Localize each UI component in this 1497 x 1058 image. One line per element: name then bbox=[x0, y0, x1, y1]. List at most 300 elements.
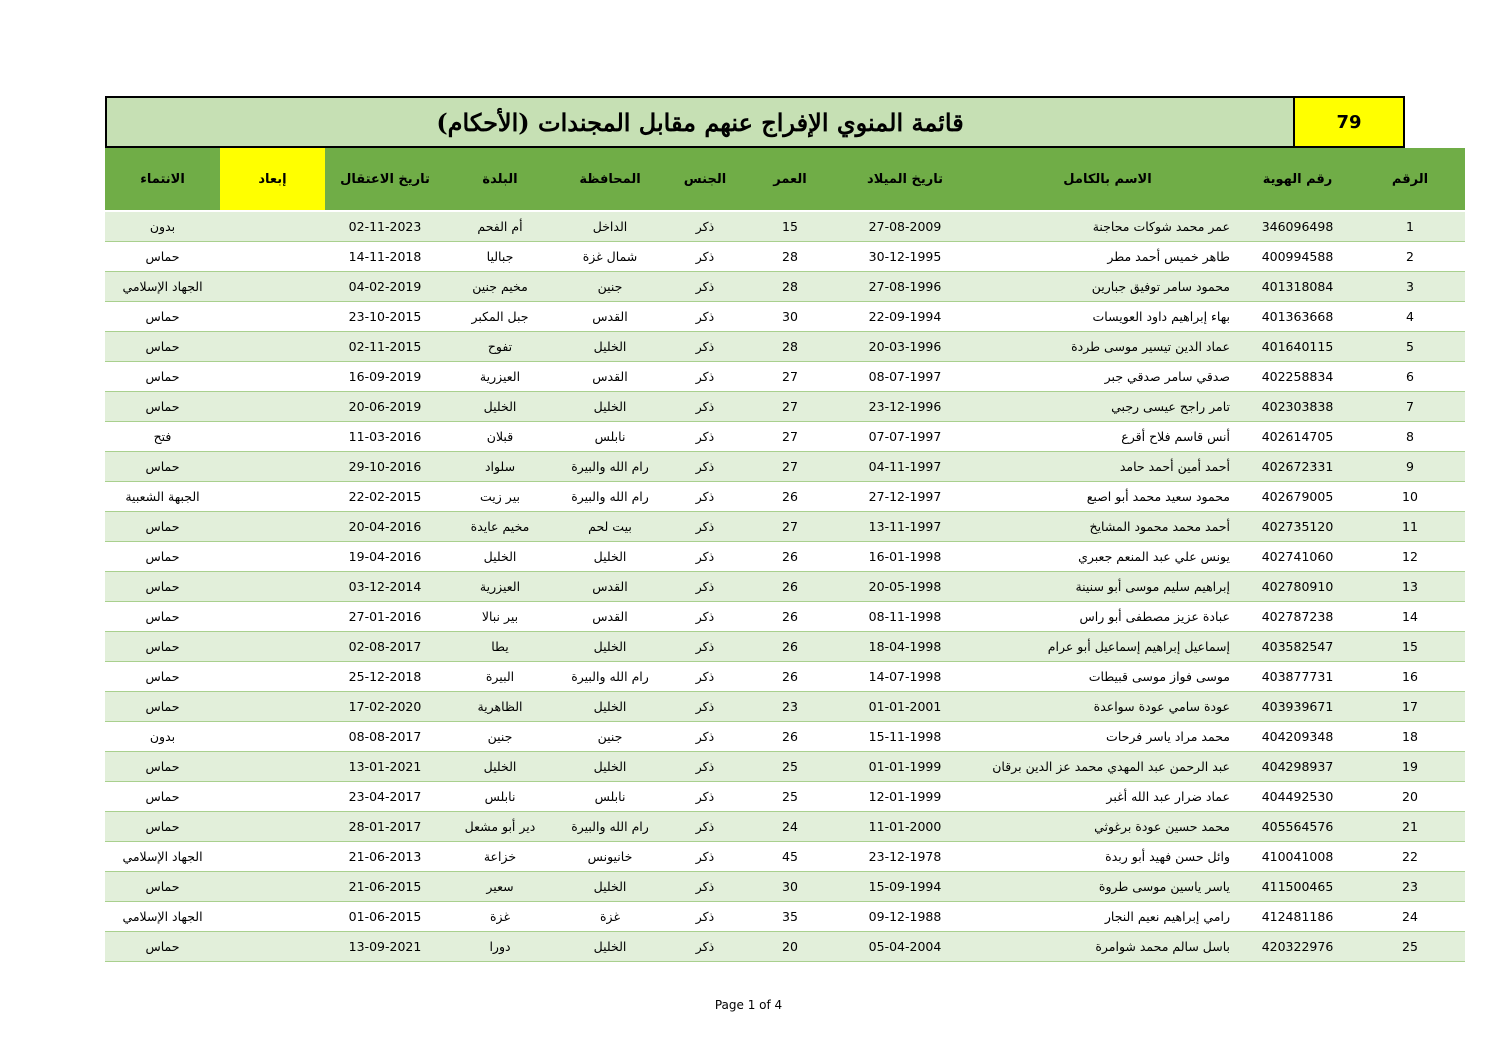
cell-dob: 22-09-1994 bbox=[835, 302, 975, 332]
cell-deport bbox=[220, 272, 325, 302]
cell-town: جبل المكبر bbox=[445, 302, 555, 332]
cell-age: 26 bbox=[745, 572, 835, 602]
table-row bbox=[105, 542, 1465, 572]
cell-affiliation: حماس bbox=[105, 662, 220, 692]
header-num: الرقم bbox=[1355, 148, 1465, 211]
cell-deport bbox=[220, 722, 325, 752]
cell-affiliation: فتح bbox=[105, 422, 220, 452]
cell-affiliation: حماس bbox=[105, 512, 220, 542]
cell-id: 400994588 bbox=[1240, 242, 1355, 272]
table-row bbox=[105, 572, 1465, 602]
cell-dob: 05-04-2004 bbox=[835, 932, 975, 962]
table-row bbox=[105, 692, 1465, 722]
cell-town: الخليل bbox=[445, 542, 555, 572]
cell-name: أحمد محمد محمود المشايخ bbox=[975, 512, 1240, 542]
cell-town: جباليا bbox=[445, 242, 555, 272]
cell-num: 9 bbox=[1355, 452, 1465, 482]
cell-dob: 27-08-1996 bbox=[835, 272, 975, 302]
cell-age: 26 bbox=[745, 542, 835, 572]
cell-id: 402741060 bbox=[1240, 542, 1355, 572]
cell-town: سلواد bbox=[445, 452, 555, 482]
cell-town: نابلس bbox=[445, 782, 555, 812]
cell-governorate: رام الله والبيرة bbox=[555, 482, 665, 512]
cell-governorate: القدس bbox=[555, 572, 665, 602]
cell-arrest-date: 28-01-2017 bbox=[325, 812, 445, 842]
cell-arrest-date: 02-11-2023 bbox=[325, 211, 445, 242]
cell-num: 22 bbox=[1355, 842, 1465, 872]
table-row bbox=[105, 722, 1465, 752]
cell-id: 402679005 bbox=[1240, 482, 1355, 512]
cell-num: 23 bbox=[1355, 872, 1465, 902]
cell-arrest-date: 17-02-2020 bbox=[325, 692, 445, 722]
cell-age: 28 bbox=[745, 272, 835, 302]
table-row bbox=[105, 812, 1465, 842]
cell-governorate: القدس bbox=[555, 602, 665, 632]
cell-name: وائل حسن فهيد أبو ربدة bbox=[975, 842, 1240, 872]
cell-dob: 23-12-1978 bbox=[835, 842, 975, 872]
cell-deport bbox=[220, 572, 325, 602]
cell-town: سعير bbox=[445, 872, 555, 902]
cell-age: 26 bbox=[745, 662, 835, 692]
cell-num: 24 bbox=[1355, 902, 1465, 932]
cell-deport bbox=[220, 211, 325, 242]
cell-age: 30 bbox=[745, 872, 835, 902]
cell-arrest-date: 08-08-2017 bbox=[325, 722, 445, 752]
cell-name: إبراهيم سليم موسى أبو سنينة bbox=[975, 572, 1240, 602]
table-row bbox=[105, 632, 1465, 662]
cell-id: 403582547 bbox=[1240, 632, 1355, 662]
cell-num: 15 bbox=[1355, 632, 1465, 662]
cell-affiliation: حماس bbox=[105, 812, 220, 842]
cell-arrest-date: 22-02-2015 bbox=[325, 482, 445, 512]
table-row bbox=[105, 872, 1465, 902]
cell-arrest-date: 13-01-2021 bbox=[325, 752, 445, 782]
cell-town: تفوح bbox=[445, 332, 555, 362]
cell-num: 12 bbox=[1355, 542, 1465, 572]
cell-affiliation: حماس bbox=[105, 302, 220, 332]
table-row bbox=[105, 932, 1465, 962]
cell-num: 18 bbox=[1355, 722, 1465, 752]
cell-gender: ذكر bbox=[665, 542, 745, 572]
cell-age: 27 bbox=[745, 362, 835, 392]
cell-affiliation: بدون bbox=[105, 211, 220, 242]
cell-deport bbox=[220, 422, 325, 452]
cell-gender: ذكر bbox=[665, 211, 745, 242]
cell-town: البيرة bbox=[445, 662, 555, 692]
header-affiliation: الانتماء bbox=[105, 148, 220, 211]
cell-age: 26 bbox=[745, 722, 835, 752]
cell-num: 4 bbox=[1355, 302, 1465, 332]
cell-arrest-date: 21-06-2013 bbox=[325, 842, 445, 872]
cell-id: 403939671 bbox=[1240, 692, 1355, 722]
cell-age: 15 bbox=[745, 211, 835, 242]
cell-arrest-date: 02-08-2017 bbox=[325, 632, 445, 662]
cell-name: يونس علي عبد المنعم جعبري bbox=[975, 542, 1240, 572]
cell-affiliation: حماس bbox=[105, 362, 220, 392]
cell-name: بهاء إبراهيم داود العويسات bbox=[975, 302, 1240, 332]
cell-dob: 14-07-1998 bbox=[835, 662, 975, 692]
cell-gender: ذكر bbox=[665, 932, 745, 962]
cell-gender: ذكر bbox=[665, 752, 745, 782]
cell-deport bbox=[220, 932, 325, 962]
cell-governorate: غزة bbox=[555, 902, 665, 932]
cell-dob: 07-07-1997 bbox=[835, 422, 975, 452]
cell-deport bbox=[220, 782, 325, 812]
cell-gender: ذكر bbox=[665, 902, 745, 932]
table-row bbox=[105, 602, 1465, 632]
cell-num: 20 bbox=[1355, 782, 1465, 812]
cell-name: صدقي سامر صدقي جبر bbox=[975, 362, 1240, 392]
cell-arrest-date: 11-03-2016 bbox=[325, 422, 445, 452]
header-town: البلدة bbox=[445, 148, 555, 211]
cell-id: 412481186 bbox=[1240, 902, 1355, 932]
cell-affiliation: حماس bbox=[105, 692, 220, 722]
cell-affiliation: حماس bbox=[105, 572, 220, 602]
cell-gender: ذكر bbox=[665, 512, 745, 542]
cell-age: 27 bbox=[745, 392, 835, 422]
cell-arrest-date: 19-04-2016 bbox=[325, 542, 445, 572]
cell-dob: 12-01-1999 bbox=[835, 782, 975, 812]
cell-dob: 27-12-1997 bbox=[835, 482, 975, 512]
cell-town: بير نبالا bbox=[445, 602, 555, 632]
cell-age: 35 bbox=[745, 902, 835, 932]
cell-id: 404209348 bbox=[1240, 722, 1355, 752]
cell-governorate: الخليل bbox=[555, 392, 665, 422]
cell-age: 20 bbox=[745, 932, 835, 962]
table-row bbox=[105, 452, 1465, 482]
cell-num: 16 bbox=[1355, 662, 1465, 692]
cell-name: محمد مراد ياسر فرحات bbox=[975, 722, 1240, 752]
cell-arrest-date: 13-09-2021 bbox=[325, 932, 445, 962]
cell-gender: ذكر bbox=[665, 572, 745, 602]
cell-deport bbox=[220, 662, 325, 692]
cell-arrest-date: 23-10-2015 bbox=[325, 302, 445, 332]
cell-num: 13 bbox=[1355, 572, 1465, 602]
cell-arrest-date: 14-11-2018 bbox=[325, 242, 445, 272]
table-row bbox=[105, 782, 1465, 812]
cell-id: 402735120 bbox=[1240, 512, 1355, 542]
cell-name: عودة سامي عودة سواعدة bbox=[975, 692, 1240, 722]
cell-governorate: القدس bbox=[555, 362, 665, 392]
table-row bbox=[105, 242, 1465, 272]
cell-deport bbox=[220, 692, 325, 722]
table-header-row bbox=[105, 148, 1465, 211]
cell-deport bbox=[220, 392, 325, 422]
cell-age: 24 bbox=[745, 812, 835, 842]
table-row bbox=[105, 752, 1465, 782]
cell-gender: ذكر bbox=[665, 722, 745, 752]
cell-dob: 30-12-1995 bbox=[835, 242, 975, 272]
cell-governorate: جنين bbox=[555, 722, 665, 752]
cell-town: مخيم عايدة bbox=[445, 512, 555, 542]
cell-town: قبلان bbox=[445, 422, 555, 452]
cell-affiliation: حماس bbox=[105, 392, 220, 422]
cell-id: 403877731 bbox=[1240, 662, 1355, 692]
cell-town: بير زيت bbox=[445, 482, 555, 512]
cell-num: 17 bbox=[1355, 692, 1465, 722]
cell-id: 420322976 bbox=[1240, 932, 1355, 962]
cell-town: دير أبو مشعل bbox=[445, 812, 555, 842]
cell-gender: ذكر bbox=[665, 872, 745, 902]
cell-gender: ذكر bbox=[665, 362, 745, 392]
table-row bbox=[105, 482, 1465, 512]
cell-dob: 23-12-1996 bbox=[835, 392, 975, 422]
cell-age: 27 bbox=[745, 422, 835, 452]
cell-deport bbox=[220, 332, 325, 362]
table-row bbox=[105, 842, 1465, 872]
cell-num: 6 bbox=[1355, 362, 1465, 392]
cell-name: طاهر خميس أحمد مطر bbox=[975, 242, 1240, 272]
cell-name: محمود سامر توفيق جبارين bbox=[975, 272, 1240, 302]
header-id: رقم الهوية bbox=[1240, 148, 1355, 211]
cell-id: 410041008 bbox=[1240, 842, 1355, 872]
cell-gender: ذكر bbox=[665, 692, 745, 722]
cell-deport bbox=[220, 602, 325, 632]
cell-dob: 08-07-1997 bbox=[835, 362, 975, 392]
cell-affiliation: الجبهة الشعبية bbox=[105, 482, 220, 512]
cell-dob: 20-03-1996 bbox=[835, 332, 975, 362]
cell-governorate: القدس bbox=[555, 302, 665, 332]
cell-governorate: رام الله والبيرة bbox=[555, 812, 665, 842]
cell-town: جنين bbox=[445, 722, 555, 752]
cell-dob: 18-04-1998 bbox=[835, 632, 975, 662]
cell-name: عبادة عزيز مصطفى أبو راس bbox=[975, 602, 1240, 632]
cell-town: الخليل bbox=[445, 392, 555, 422]
table-body bbox=[105, 211, 1465, 962]
cell-deport bbox=[220, 512, 325, 542]
cell-governorate: رام الله والبيرة bbox=[555, 452, 665, 482]
cell-governorate: الخليل bbox=[555, 542, 665, 572]
cell-name: عماد ضرار عبد الله أغبر bbox=[975, 782, 1240, 812]
cell-deport bbox=[220, 872, 325, 902]
cell-town: خزاعة bbox=[445, 842, 555, 872]
title-row bbox=[105, 96, 1405, 148]
cell-num: 1 bbox=[1355, 211, 1465, 242]
cell-governorate: نابلس bbox=[555, 782, 665, 812]
release-list-sheet bbox=[105, 96, 1429, 962]
cell-age: 26 bbox=[745, 632, 835, 662]
cell-name: أنس قاسم فلاح أقرع bbox=[975, 422, 1240, 452]
cell-town: الخليل bbox=[445, 752, 555, 782]
header-governorate: المحافظة bbox=[555, 148, 665, 211]
cell-governorate: نابلس bbox=[555, 422, 665, 452]
cell-name: موسى فواز موسى قبيطات bbox=[975, 662, 1240, 692]
cell-age: 28 bbox=[745, 332, 835, 362]
cell-town: يطا bbox=[445, 632, 555, 662]
cell-town: دورا bbox=[445, 932, 555, 962]
cell-dob: 11-01-2000 bbox=[835, 812, 975, 842]
cell-affiliation: بدون bbox=[105, 722, 220, 752]
cell-gender: ذكر bbox=[665, 332, 745, 362]
cell-dob: 01-01-1999 bbox=[835, 752, 975, 782]
cell-gender: ذكر bbox=[665, 812, 745, 842]
cell-gender: ذكر bbox=[665, 782, 745, 812]
cell-gender: ذكر bbox=[665, 422, 745, 452]
cell-name: محمود سعيد محمد أبو اصبع bbox=[975, 482, 1240, 512]
header-arrest-date: تاريخ الاعتقال bbox=[325, 148, 445, 211]
cell-num: 5 bbox=[1355, 332, 1465, 362]
table-row bbox=[105, 512, 1465, 542]
cell-governorate: جنين bbox=[555, 272, 665, 302]
prisoners-table bbox=[105, 148, 1465, 962]
cell-governorate: رام الله والبيرة bbox=[555, 662, 665, 692]
cell-arrest-date: 21-06-2015 bbox=[325, 872, 445, 902]
cell-id: 404298937 bbox=[1240, 752, 1355, 782]
header-dob: تاريخ الميلاد bbox=[835, 148, 975, 211]
cell-id: 402787238 bbox=[1240, 602, 1355, 632]
cell-deport bbox=[220, 542, 325, 572]
cell-id: 402303838 bbox=[1240, 392, 1355, 422]
cell-governorate: الخليل bbox=[555, 332, 665, 362]
page-footer: Page 1 of 4 bbox=[714, 998, 783, 1012]
cell-deport bbox=[220, 242, 325, 272]
cell-dob: 09-12-1988 bbox=[835, 902, 975, 932]
cell-arrest-date: 01-06-2015 bbox=[325, 902, 445, 932]
cell-id: 401318084 bbox=[1240, 272, 1355, 302]
list-number-cell: 79 bbox=[1293, 98, 1403, 146]
cell-governorate: الداخل bbox=[555, 211, 665, 242]
cell-gender: ذكر bbox=[665, 602, 745, 632]
cell-affiliation: حماس bbox=[105, 332, 220, 362]
cell-arrest-date: 25-12-2018 bbox=[325, 662, 445, 692]
cell-dob: 15-11-1998 bbox=[835, 722, 975, 752]
cell-arrest-date: 27-01-2016 bbox=[325, 602, 445, 632]
cell-arrest-date: 02-11-2015 bbox=[325, 332, 445, 362]
cell-num: 19 bbox=[1355, 752, 1465, 782]
cell-town: العيزرية bbox=[445, 572, 555, 602]
cell-id: 346096498 bbox=[1240, 211, 1355, 242]
cell-deport bbox=[220, 632, 325, 662]
header-deport: إبعاد bbox=[220, 148, 325, 211]
cell-arrest-date: 29-10-2016 bbox=[325, 452, 445, 482]
cell-deport bbox=[220, 452, 325, 482]
cell-gender: ذكر bbox=[665, 842, 745, 872]
cell-gender: ذكر bbox=[665, 272, 745, 302]
page-title: قائمة المنوي الإفراج عنهم مقابل المجندات (الأحكام) bbox=[436, 107, 964, 137]
cell-affiliation: الجهاد الإسلامي bbox=[105, 902, 220, 932]
cell-num: 2 bbox=[1355, 242, 1465, 272]
cell-age: 27 bbox=[745, 512, 835, 542]
table-row bbox=[105, 211, 1465, 242]
cell-age: 27 bbox=[745, 452, 835, 482]
cell-gender: ذكر bbox=[665, 392, 745, 422]
header-age: العمر bbox=[745, 148, 835, 211]
cell-dob: 15-09-1994 bbox=[835, 872, 975, 902]
cell-id: 405564576 bbox=[1240, 812, 1355, 842]
cell-governorate: الخليل bbox=[555, 752, 665, 782]
cell-dob: 08-11-1998 bbox=[835, 602, 975, 632]
cell-affiliation: حماس bbox=[105, 932, 220, 962]
cell-affiliation: حماس bbox=[105, 452, 220, 482]
header-gender: الجنس bbox=[665, 148, 745, 211]
table-row bbox=[105, 422, 1465, 452]
cell-governorate: الخليل bbox=[555, 632, 665, 662]
cell-governorate: خانيونس bbox=[555, 842, 665, 872]
cell-dob: 04-11-1997 bbox=[835, 452, 975, 482]
cell-town: أم الفحم bbox=[445, 211, 555, 242]
cell-arrest-date: 16-09-2019 bbox=[325, 362, 445, 392]
cell-name: محمد حسين عودة برغوثي bbox=[975, 812, 1240, 842]
cell-arrest-date: 20-04-2016 bbox=[325, 512, 445, 542]
cell-gender: ذكر bbox=[665, 632, 745, 662]
cell-affiliation: حماس bbox=[105, 542, 220, 572]
cell-governorate: الخليل bbox=[555, 692, 665, 722]
cell-age: 45 bbox=[745, 842, 835, 872]
cell-town: العيزرية bbox=[445, 362, 555, 392]
cell-dob: 13-11-1997 bbox=[835, 512, 975, 542]
cell-id: 401640115 bbox=[1240, 332, 1355, 362]
cell-id: 402780910 bbox=[1240, 572, 1355, 602]
cell-name: رامي إبراهيم نعيم النجار bbox=[975, 902, 1240, 932]
cell-num: 25 bbox=[1355, 932, 1465, 962]
cell-arrest-date: 20-06-2019 bbox=[325, 392, 445, 422]
cell-town: غزة bbox=[445, 902, 555, 932]
cell-age: 25 bbox=[745, 752, 835, 782]
cell-governorate: الخليل bbox=[555, 932, 665, 962]
cell-id: 402672331 bbox=[1240, 452, 1355, 482]
cell-affiliation: حماس bbox=[105, 242, 220, 272]
cell-affiliation: الجهاد الإسلامي bbox=[105, 272, 220, 302]
cell-affiliation: حماس bbox=[105, 602, 220, 632]
cell-num: 10 bbox=[1355, 482, 1465, 512]
cell-arrest-date: 04-02-2019 bbox=[325, 272, 445, 302]
table-row bbox=[105, 362, 1465, 392]
cell-deport bbox=[220, 902, 325, 932]
cell-name: عبد الرحمن عبد المهدي محمد عز الدين برقان bbox=[975, 752, 1240, 782]
cell-name: أحمد أمين أحمد حامد bbox=[975, 452, 1240, 482]
cell-num: 7 bbox=[1355, 392, 1465, 422]
cell-name: تامر راجح عيسى رجبي bbox=[975, 392, 1240, 422]
cell-dob: 16-01-1998 bbox=[835, 542, 975, 572]
cell-affiliation: حماس bbox=[105, 632, 220, 662]
cell-governorate: بيت لحم bbox=[555, 512, 665, 542]
cell-name: ياسر ياسين موسى طروة bbox=[975, 872, 1240, 902]
cell-dob: 20-05-1998 bbox=[835, 572, 975, 602]
cell-id: 401363668 bbox=[1240, 302, 1355, 332]
cell-age: 23 bbox=[745, 692, 835, 722]
cell-governorate: شمال غزة bbox=[555, 242, 665, 272]
cell-name: عماد الدين تيسير موسى طردة bbox=[975, 332, 1240, 362]
cell-id: 402614705 bbox=[1240, 422, 1355, 452]
cell-town: مخيم جنين bbox=[445, 272, 555, 302]
cell-name: عمر محمد شوكات محاجنة bbox=[975, 211, 1240, 242]
cell-id: 404492530 bbox=[1240, 782, 1355, 812]
cell-deport bbox=[220, 752, 325, 782]
cell-name: باسل سالم محمد شوامرة bbox=[975, 932, 1240, 962]
cell-affiliation: حماس bbox=[105, 782, 220, 812]
table-row bbox=[105, 272, 1465, 302]
cell-num: 21 bbox=[1355, 812, 1465, 842]
cell-deport bbox=[220, 842, 325, 872]
cell-age: 26 bbox=[745, 482, 835, 512]
cell-num: 8 bbox=[1355, 422, 1465, 452]
cell-gender: ذكر bbox=[665, 482, 745, 512]
cell-id: 402258834 bbox=[1240, 362, 1355, 392]
cell-affiliation: الجهاد الإسلامي bbox=[105, 842, 220, 872]
cell-affiliation: حماس bbox=[105, 872, 220, 902]
cell-gender: ذكر bbox=[665, 302, 745, 332]
cell-num: 3 bbox=[1355, 272, 1465, 302]
table-row bbox=[105, 332, 1465, 362]
cell-age: 30 bbox=[745, 302, 835, 332]
cell-age: 26 bbox=[745, 602, 835, 632]
cell-deport bbox=[220, 812, 325, 842]
cell-arrest-date: 23-04-2017 bbox=[325, 782, 445, 812]
cell-age: 25 bbox=[745, 782, 835, 812]
header-name: الاسم بالكامل bbox=[975, 148, 1240, 211]
cell-deport bbox=[220, 302, 325, 332]
cell-town: الظاهرية bbox=[445, 692, 555, 722]
